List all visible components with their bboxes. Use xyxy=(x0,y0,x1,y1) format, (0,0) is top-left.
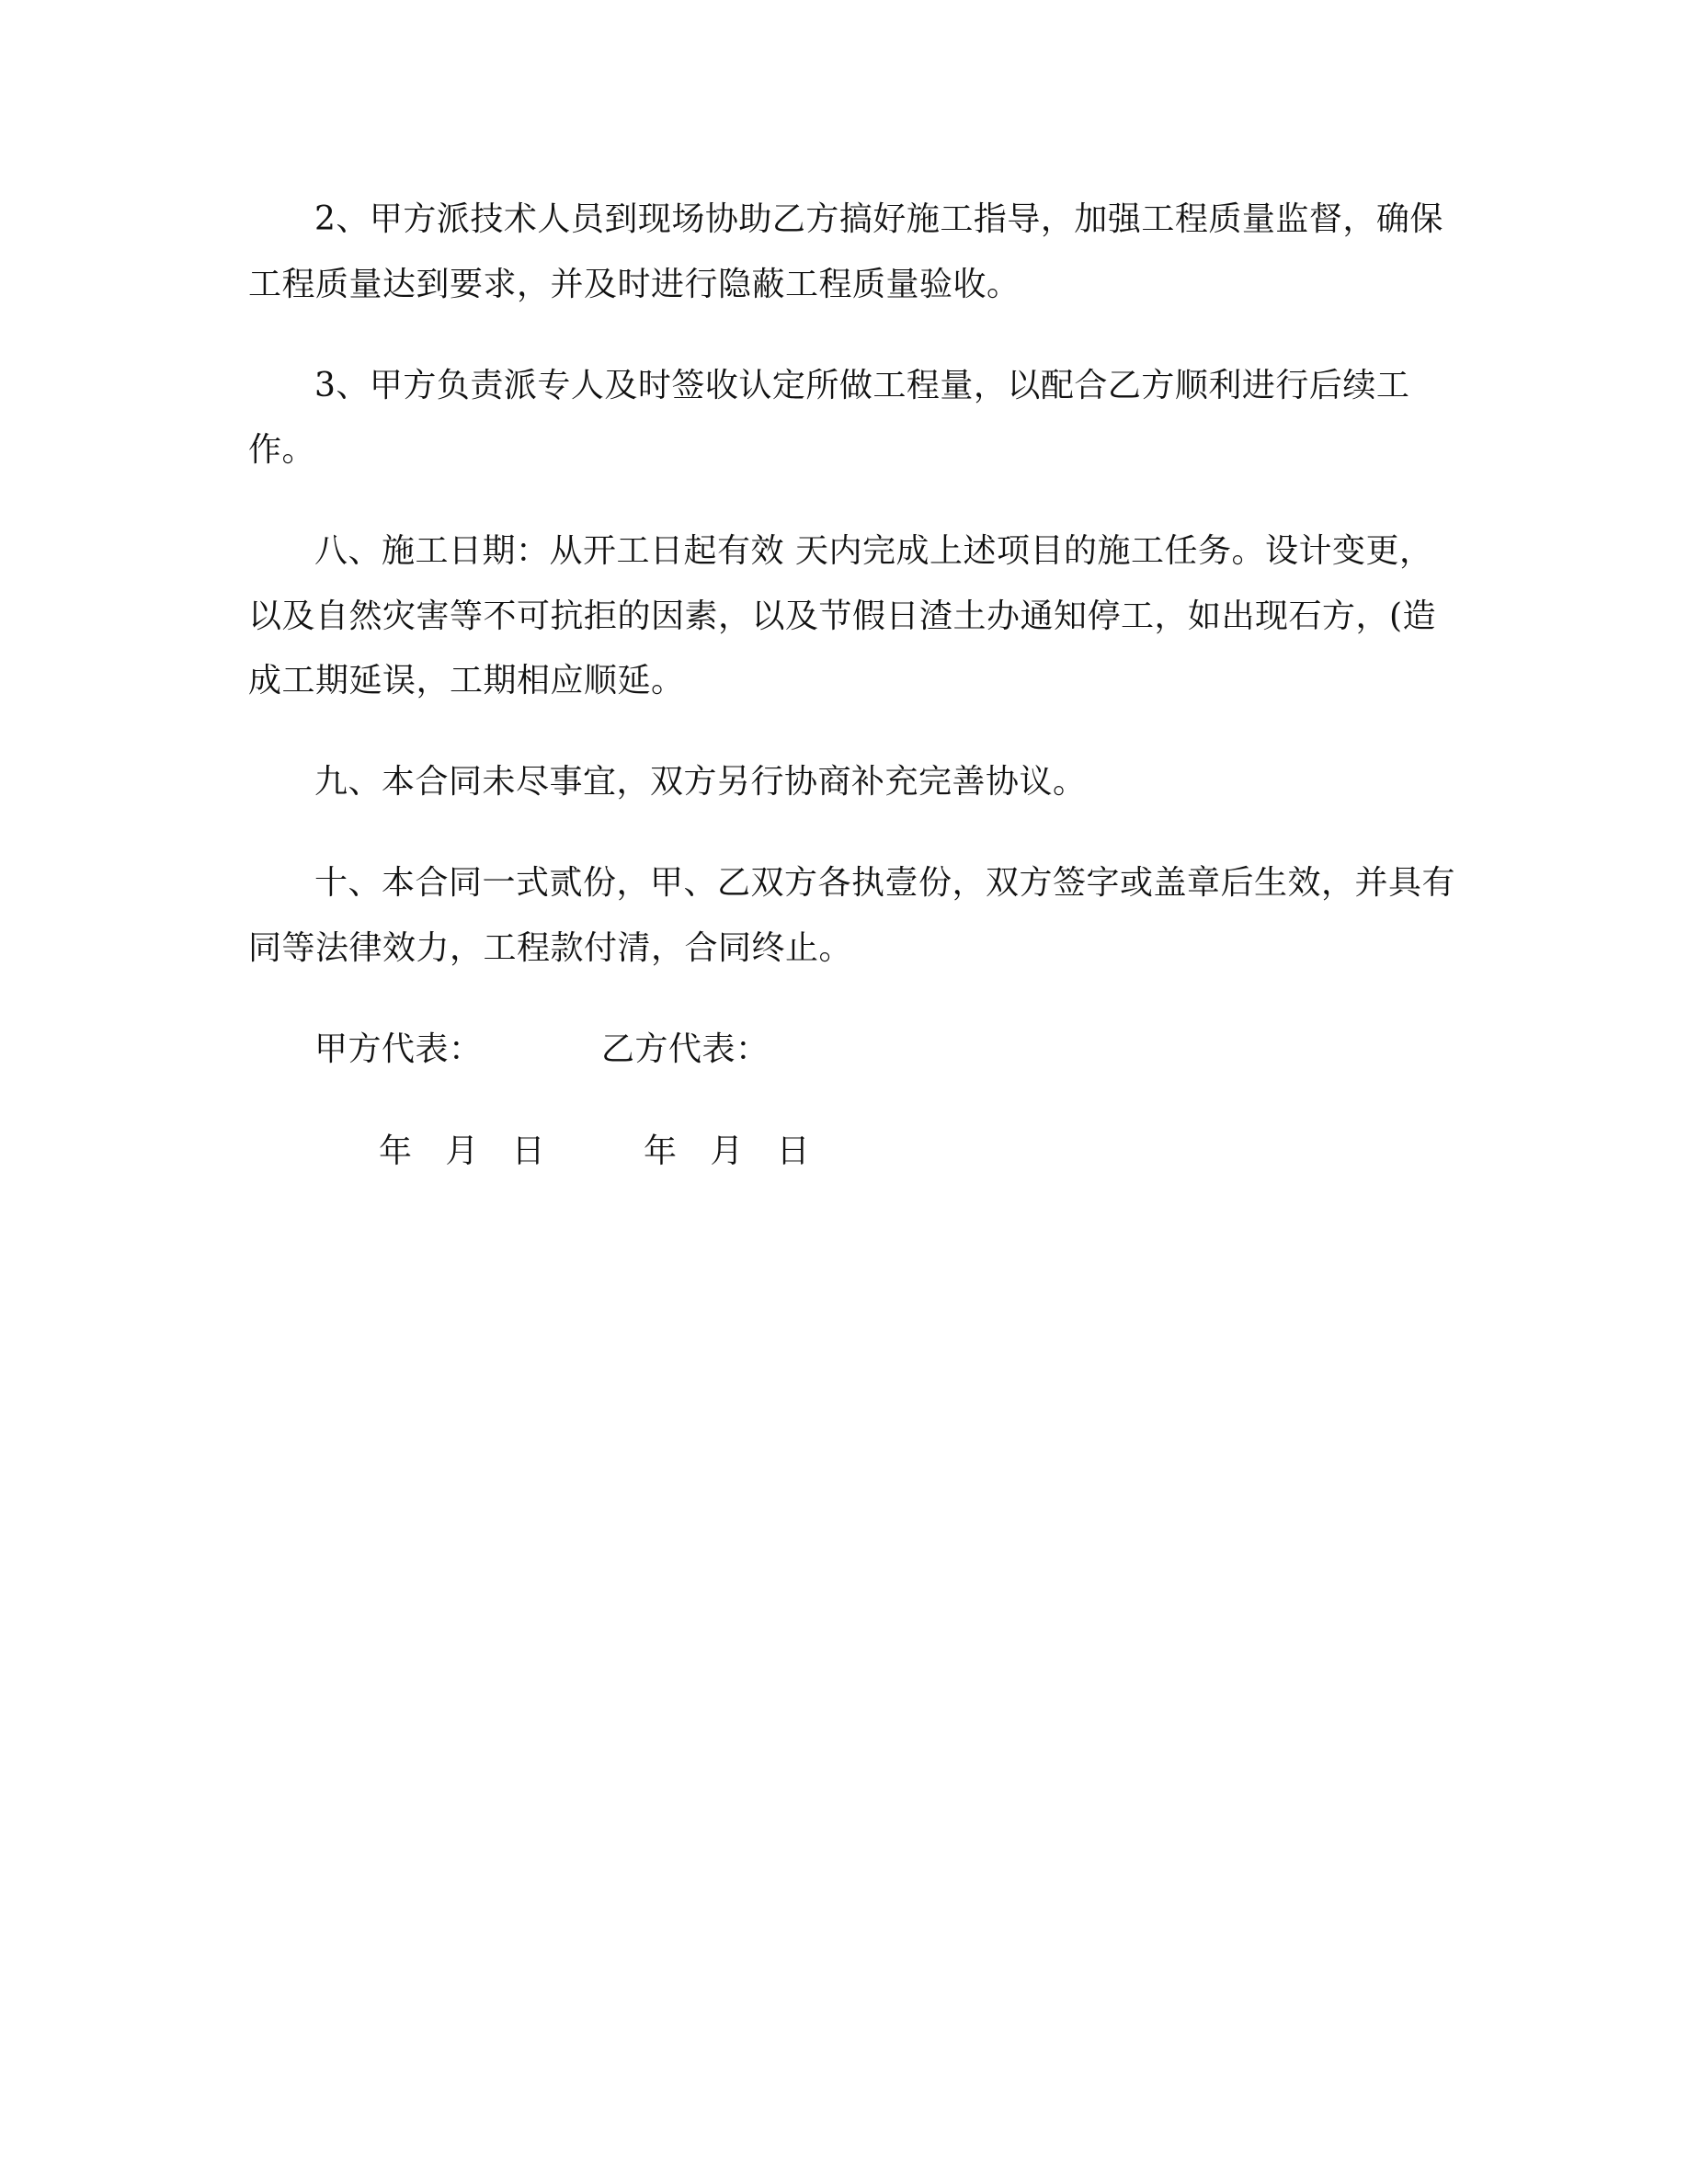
party-b-date: 年 月 日 xyxy=(644,1132,811,1170)
clause-2-line-2: 工程质量达到要求，并及时进行隐蔽工程质量验收。 xyxy=(248,266,1021,303)
clause-10-line-1: 十、本合同一式贰份，甲、乙双方各执壹份，双方签字或盖章后生效，并具有 xyxy=(314,864,1456,902)
clause-8-line-3: 成工期延误，工期相应顺延。 xyxy=(248,662,685,700)
clause-2-line-1: 2、甲方派技术人员到现场协助乙方搞好施工指导，加强工程质量监督，确保 xyxy=(314,200,1443,238)
party-a-representative-label: 甲方代表： xyxy=(314,1030,483,1068)
clause-8-line-2: 以及自然灾害等不可抗拒的因素，以及节假日渣土办通知停工，如出现石方，(造 xyxy=(248,597,1437,635)
clause-3-line-1: 3、甲方负责派专人及时签收认定所做工程量，以配合乙方顺利进行后续工 xyxy=(314,367,1410,404)
party-a-date: 年 月 日 xyxy=(379,1132,546,1170)
party-b-representative-label: 乙方代表： xyxy=(601,1030,770,1068)
clause-10-line-2: 同等法律效力，工程款付清，合同终止。 xyxy=(248,929,853,967)
clause-3-line-2: 作。 xyxy=(248,431,316,469)
clause-8-line-1: 八、施工日期：从开工日起有效 天内完成上述项目的施工任务。设计变更， xyxy=(314,532,1433,570)
clause-9-line-1: 九、本合同未尽事宜，双方另行协商补充完善协议。 xyxy=(314,763,1087,801)
